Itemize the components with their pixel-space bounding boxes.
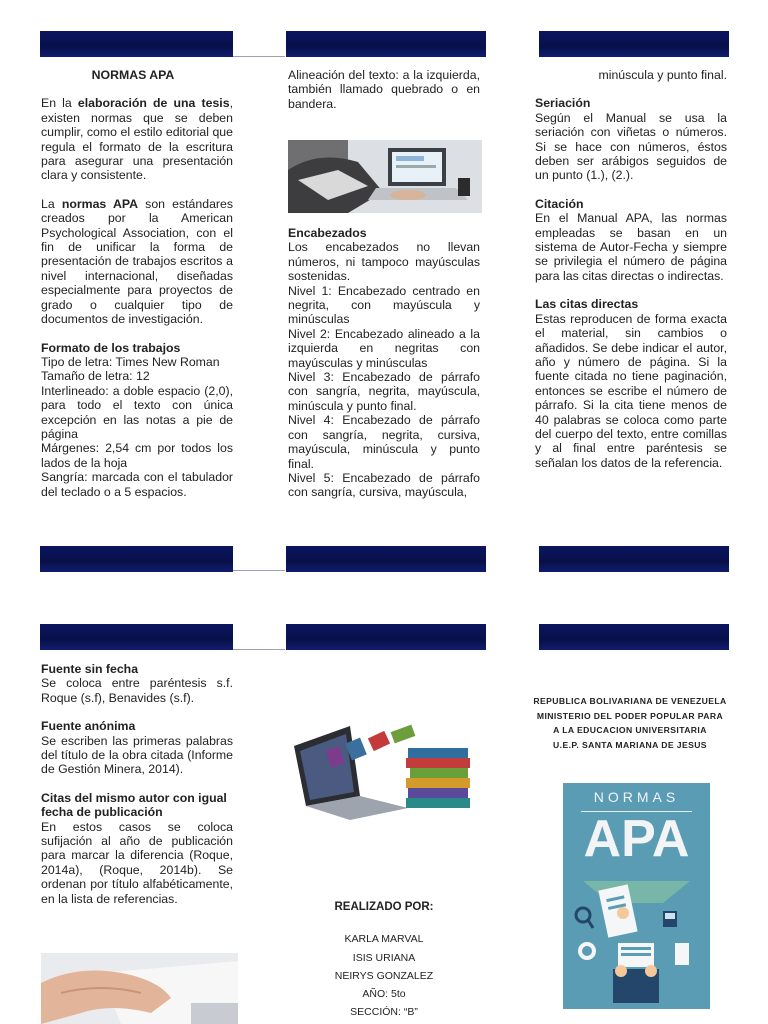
realizado-heading: REALIZADO POR: bbox=[334, 901, 434, 913]
apa-cover-image bbox=[563, 783, 710, 1009]
seriacion-heading: Seriación bbox=[535, 96, 591, 111]
same-author-heading: Citas del mismo autor con igual fecha de publicación bbox=[41, 790, 227, 820]
footer-band-3 bbox=[539, 546, 729, 572]
citacion-heading: Citación bbox=[535, 196, 584, 211]
institution-block bbox=[532, 694, 728, 752]
continued-text: minúscula y punto final. bbox=[598, 68, 727, 82]
format-line: Tamaño de letra: 12 bbox=[41, 369, 150, 384]
institution-line: U.E.P. SANTA MARIANA DE JESUS bbox=[553, 739, 707, 750]
laptop-typing-illustration bbox=[288, 140, 482, 213]
heading-line: Nivel 1: Encabezado centrado en negrita, con mayúscula y minúsculas bbox=[288, 283, 480, 327]
credits-block bbox=[288, 900, 480, 1021]
anonymous-heading: Fuente anónima bbox=[41, 719, 136, 734]
citacion-text: En el Manual APA, las normas empleadas se basan en un sistema de Autor-Fecha y siempre se privilegia el número de página para las citas directas o indirectas. bbox=[535, 211, 727, 283]
column-1-bottom bbox=[41, 662, 233, 906]
institution-line: A LA EDUCACION UNIVERSITARIA bbox=[553, 725, 707, 736]
intro-paragraph: En la elaboración de una tesis, existen normas que se deben cumplir, como el estilo editorial que regula el formato de la escritura para asegurar una presentación clara y consistente. bbox=[41, 96, 233, 183]
laptop-books-image bbox=[288, 696, 480, 840]
format-line: Interlineado: a doble espacio (2,0), para todo el texto con única excepción en las notas a pie de página bbox=[41, 383, 233, 441]
apa-paragraph: La normas APA son estándares creados por la American Psychological Association, con el fin de unificar la forma de presentación de trabajos escritos a nivel internacional, diseñadas especialmente para proyectos de grado o cualquier tipo de documentos de investigación. bbox=[41, 196, 233, 327]
footer-band-2 bbox=[286, 546, 486, 572]
column-1-top bbox=[41, 68, 233, 499]
institution-line: REPUBLICA BOLIVARIANA DE VENEZUELA bbox=[533, 696, 727, 706]
header-band-3 bbox=[539, 31, 729, 57]
anonymous-text: Se escriben las primeras palabras del título de la obra citada (Informe de Gestión Minera, 2014). bbox=[41, 733, 233, 777]
writing-hand-illustration bbox=[41, 953, 238, 1024]
direct-quotes-text: Estas reproducen de forma exacta el material, sin cambios o añadidos. Se debe indicar el autor, año y número de página. Si la fuente citada no tiene paginación, entonces se escribe el número de párrafo. Si la cita tiene menos de 40 palabras se coloca como parte del cuerpo del texto, entre comillas y al final entre paréntesis se señalan los datos de la referencia. bbox=[535, 311, 727, 470]
heading-line: Los encabezados no llevan números, ni tampoco mayúsculas sostenidas. bbox=[288, 240, 480, 284]
header-band-4 bbox=[40, 624, 233, 650]
page-title: NORMAS APA bbox=[91, 68, 175, 82]
heading-line: Nivel 2: Encabezado alineado a la izquierda en negritas con mayúsculas y minúsculas bbox=[288, 326, 480, 370]
headings-heading: Encabezados bbox=[288, 226, 367, 240]
heading-line: Nivel 4: Encabezado de párrafo con sangría, negrita, cursiva, mayúscula, minúscula y punto final. bbox=[288, 413, 480, 471]
header-rule-4 bbox=[233, 649, 285, 650]
author-name: KARLA MARVAL bbox=[344, 933, 424, 946]
direct-quotes-heading: Las citas directas bbox=[535, 297, 639, 312]
no-date-heading: Fuente sin fecha bbox=[41, 662, 139, 676]
heading-line: Nivel 3: Encabezado de párrafo con sangría, negrita, mayúscula, minúscula y punto final. bbox=[288, 370, 480, 413]
author-name: NEIRYS GONZALEZ bbox=[334, 969, 434, 982]
author-name: ISIS URIANA bbox=[352, 951, 416, 964]
footer-rule-1 bbox=[233, 570, 285, 571]
header-band-1 bbox=[40, 31, 233, 57]
header-band-6 bbox=[539, 624, 729, 650]
heading-line: Nivel 5: Encabezado de párrafo con sangría, cursiva, mayúscula, bbox=[288, 470, 480, 500]
column-3-top bbox=[535, 68, 727, 470]
header-rule-1 bbox=[233, 56, 285, 57]
no-date-text: Se coloca entre paréntesis s.f. Roque (s.f), Benavides (s.f). bbox=[41, 676, 233, 705]
cover-big-title: APA bbox=[583, 810, 690, 868]
format-heading: Formato de los trabajos bbox=[41, 340, 181, 355]
laptop-books-illustration bbox=[288, 696, 480, 840]
institution-line: MINISTERIO DEL PODER POPULAR PARA bbox=[536, 710, 724, 721]
format-line: Márgenes: 2,54 cm por todos los lados de la hoja bbox=[41, 441, 233, 470]
format-line: Sangría: marcada con el tabulador del teclado o a 5 espacios. bbox=[41, 470, 233, 499]
column-2-top bbox=[288, 68, 480, 111]
column-2-headings bbox=[288, 226, 480, 500]
cover-illustration bbox=[563, 873, 710, 1003]
section-label: SECCIÓN: “B” bbox=[350, 1006, 418, 1019]
alignment-text: Alineación del texto: a la izquierda, también llamado quebrado o en bandera. bbox=[288, 68, 480, 111]
footer-band-1 bbox=[40, 546, 233, 572]
header-band-2 bbox=[286, 31, 486, 57]
same-author-text: En estos casos se coloca sufijación al año de publicación para marcar la diferencia (Roque, 2014a), (Roque, 2014b). Se ordenan por título alfabéticamente, en la lista de referencias. bbox=[41, 819, 233, 906]
header-band-5 bbox=[286, 624, 486, 650]
format-line: Tipo de letra: Times New Roman bbox=[41, 354, 220, 369]
writing-hand-photo bbox=[41, 953, 238, 1024]
year-label: AÑO: 5to bbox=[362, 988, 406, 1001]
laptop-typing-photo bbox=[288, 140, 482, 213]
cover-small-title: NORMAS bbox=[593, 789, 680, 805]
seriacion-text: Según el Manual se usa la seriación con viñetas o números. Si se hace con números, éstos deben ser arábigos seguidos de un punto (1.), (2.). bbox=[535, 110, 727, 183]
